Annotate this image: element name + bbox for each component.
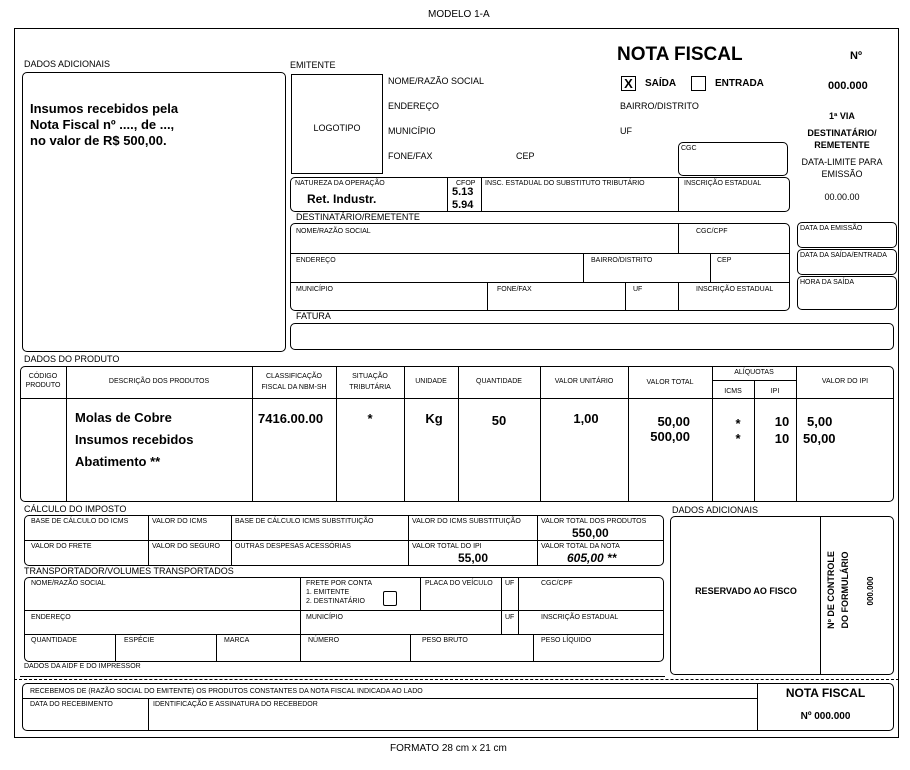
col-unidade: UNIDADE	[415, 378, 447, 385]
produto-valor-ipi-2: 50,00	[803, 431, 836, 446]
valor-total-nota-value: 605,00 **	[567, 551, 617, 565]
data-emissao-label: DATA DA EMISSÃO	[800, 225, 863, 232]
col-valor-unitario: VALOR UNITÁRIO	[554, 378, 614, 385]
produto-quantidade: 50	[491, 413, 507, 428]
emitente-fone-label: FONE/FAX	[388, 151, 433, 161]
transp-frete-op2: 2. DESTINATÁRIO	[306, 598, 365, 605]
dest-uf-label: UF	[633, 286, 643, 293]
col-situacao-2: TRIBUTÁRIA	[349, 384, 391, 391]
entrada-label: ENTRADA	[715, 78, 764, 89]
produto-icms-2: *	[735, 431, 741, 446]
saida-checkbox[interactable]: X	[621, 76, 636, 91]
dest-fone-label: FONE/FAX	[497, 286, 532, 293]
produto-valor-ipi-1: 5,00	[807, 414, 833, 429]
transp-frete-label: FRETE POR CONTA	[306, 580, 372, 587]
recebemos-label: RECEBEMOS DE (RAZÃO SOCIAL DO EMITENTE) OS PRODUTOS CONSTANTES DA NOTA FISCAL INDICADA AO LADO	[30, 688, 423, 695]
controle-formulario-value: 000.000	[866, 576, 875, 606]
destinatario-box	[290, 223, 790, 311]
via-destinatario-1: DESTINATÁRIO/	[807, 128, 877, 138]
transp-marca-label: MARCA	[224, 637, 250, 644]
fatura-label: FATURA	[296, 311, 331, 321]
identificacao-label[interactable]: IDENTIFICAÇÃO E ASSINATURA DO RECEBEDOR	[153, 701, 318, 708]
emitente-nome-label: NOME/RAZÃO SOCIAL	[388, 76, 485, 86]
data-limite-value: 00.00.00	[824, 192, 860, 202]
destinatario-section-label: DESTINATÁRIO/REMETENTE	[296, 212, 420, 222]
via-destinatario-2: REMETENTE	[814, 140, 870, 150]
emitente-cgc-label: CGC	[681, 145, 697, 152]
emitente-uf-label: UF	[620, 126, 632, 136]
transp-uf-label: UF	[505, 580, 515, 587]
col-classificacao-2: FISCAL DA NBM-SH	[261, 384, 327, 391]
valor-total-ipi-value: 55,00	[458, 551, 489, 565]
transp-numero-label: NÚMERO	[308, 637, 340, 644]
emitente-endereco-label: ENDEREÇO	[388, 101, 440, 111]
transp-insc-label: INSCRIÇÃO ESTADUAL	[541, 614, 619, 621]
natureza-label: NATUREZA DA OPERAÇÃO	[295, 180, 385, 187]
col-classificacao-1: CLASSIFICAÇÃO	[265, 373, 322, 380]
insc-subst-label: INSC. ESTADUAL DO SUBSTITUTO TRIBUTÁRIO	[485, 180, 645, 187]
produto-ipi-1: 10	[774, 414, 790, 429]
imposto-section-label: CÁLCULO DO IMPOSTO	[24, 504, 127, 514]
emitente-cep-label: CEP	[516, 151, 535, 161]
produto-icms-1: *	[735, 416, 741, 431]
valor-total-produtos-value: 550,00	[572, 526, 609, 540]
dest-endereco-label: ENDEREÇO	[296, 257, 336, 264]
valor-seguro-label: VALOR DO SEGURO	[152, 543, 220, 550]
valor-icms-label: VALOR DO ICMS	[152, 518, 208, 525]
frete-checkbox[interactable]	[383, 591, 397, 606]
produto-unidade: Kg	[425, 411, 443, 426]
transp-peso-liquido-label: PESO LÍQUIDO	[541, 637, 592, 644]
fatura-box[interactable]	[290, 323, 894, 350]
transp-peso-bruto-label: PESO BRUTO	[422, 637, 468, 644]
dest-bairro-label: BAIRRO/DISTRITO	[591, 257, 653, 264]
dest-cep-label: CEP	[717, 257, 732, 264]
col-codigo-2: PRODUTO	[25, 382, 61, 389]
entrada-checkbox[interactable]	[691, 76, 706, 91]
data-recebimento-label[interactable]: DATA DO RECEBIMENTO	[30, 701, 113, 708]
base-icms-subst-label: BASE DE CÁLCULO ICMS SUBSTITUIÇÃO	[235, 518, 374, 525]
produto-descricao-2: Insumos recebidos	[75, 432, 194, 447]
dados-adicionais-line-3: no valor de R$ 500,00.	[30, 133, 167, 148]
data-limite-label-2: EMISSÃO	[821, 169, 863, 179]
col-quantidade: QUANTIDADE	[476, 378, 522, 385]
cfop-value-1[interactable]: 5.13	[452, 186, 474, 198]
dest-insc-label: INSCRIÇÃO ESTADUAL	[696, 286, 774, 293]
col-aliquotas: ALÍQUOTAS	[734, 369, 774, 376]
transp-placa-label: PLACA DO VEÍCULO	[425, 580, 493, 587]
col-valor-total: VALOR TOTAL	[646, 379, 694, 386]
emitente-label: EMITENTE	[290, 60, 336, 70]
dest-nome-label: NOME/RAZÃO SOCIAL	[296, 228, 371, 235]
insc-estadual-label: INSCRIÇÃO ESTADUAL	[684, 180, 762, 187]
transp-nome-label: NOME/RAZÃO SOCIAL	[31, 580, 106, 587]
col-codigo-1: CÓDIGO	[28, 373, 58, 380]
nota-fiscal-title: NOTA FISCAL	[617, 44, 743, 65]
produto-valor-unitario: 1,00	[573, 411, 599, 426]
produto-situacao: *	[367, 411, 373, 426]
cfop-value-2[interactable]: 5.94	[452, 199, 474, 211]
dest-municipio-label: MUNICÍPIO	[296, 286, 333, 293]
base-icms-label: BASE DE CÁLCULO DO ICMS	[31, 518, 129, 525]
fisco-dados-label: DADOS ADICIONAIS	[672, 505, 759, 515]
col-icms: ICMS	[724, 388, 742, 395]
via-label: 1ª VIA	[829, 111, 855, 121]
produto-section-label: DADOS DO PRODUTO	[24, 354, 120, 364]
numero-label: Nº	[850, 50, 862, 62]
outras-despesas-label: OUTRAS DESPESAS ACESSÓRIAS	[235, 543, 351, 550]
data-limite-label-1: DATA-LIMITE PARA	[801, 157, 883, 167]
controle-formulario-1: Nº DE CONTROLE	[826, 551, 836, 629]
saida-label: SAÍDA	[645, 78, 677, 89]
col-situacao-1: SITUAÇÃO	[352, 373, 388, 380]
reservado-fisco-label: RESERVADO AO FISCO	[695, 586, 797, 596]
numero-value: 000.000	[828, 80, 868, 92]
transp-especie-label: ESPÉCIE	[124, 637, 155, 644]
transp-frete-op1: 1. EMITENTE	[306, 589, 350, 596]
valor-total-nota-label: VALOR TOTAL DA NOTA	[541, 543, 620, 550]
col-descricao: DESCRIÇÃO DOS PRODUTOS	[108, 378, 210, 385]
valor-total-ipi-label: VALOR TOTAL DO IPI	[412, 543, 482, 550]
transp-uf2-label: UF	[505, 614, 515, 621]
transp-quantidade-label: QUANTIDADE	[31, 637, 77, 644]
canhoto-nf-numero: Nº 000.000	[800, 711, 851, 722]
canhoto-nf-title: NOTA FISCAL	[785, 686, 866, 700]
logotipo-label: LOGOTIPO	[313, 123, 361, 133]
dados-adicionais-line-2: Nota Fiscal nº ...., de ...,	[30, 117, 175, 132]
transp-cgc-label: CGC/CPF	[541, 580, 573, 587]
hora-saida-label: HORA DA SAÍDA	[800, 279, 855, 286]
emitente-bairro-label: BAIRRO/DISTRITO	[620, 101, 699, 111]
dados-adicionais-label: DADOS ADICIONAIS	[24, 59, 111, 69]
col-ipi: IPI	[770, 388, 780, 395]
valor-icms-subst-label: VALOR DO ICMS SUBSTITUIÇÃO	[412, 518, 521, 525]
produto-classificacao: 7416.00.00	[258, 411, 324, 426]
col-valor-ipi: VALOR DO IPI	[821, 378, 869, 385]
produto-ipi-2: 10	[774, 431, 790, 446]
transportador-section-label: TRANSPORTADOR/VOLUMES TRANSPORTADOS	[24, 566, 234, 576]
emitente-municipio-label: MUNICÍPIO	[388, 126, 436, 136]
controle-formulario-2: DO FORMULÁRIO	[840, 551, 850, 629]
valor-total-produtos-label: VALOR TOTAL DOS PRODUTOS	[541, 518, 647, 525]
aidf-label: DADOS DA AIDF E DO IMPRESSOR	[24, 663, 141, 670]
cfop-label: CFOP	[456, 180, 476, 187]
dest-cgc-label: CGC/CPF	[696, 228, 728, 235]
produto-descricao-3: Abatimento **	[75, 454, 161, 469]
produto-descricao-1: Molas de Cobre	[75, 410, 172, 425]
format-label: FORMATO 28 cm x 21 cm	[390, 743, 507, 754]
transp-municipio-label: MUNICÍPIO	[306, 614, 343, 621]
valor-frete-label: VALOR DO FRETE	[31, 543, 92, 550]
dados-adicionais-line-1: Insumos recebidos pela	[30, 101, 179, 116]
natureza-value[interactable]: Ret. Industr.	[307, 192, 377, 206]
transp-endereco-label: ENDEREÇO	[31, 614, 71, 621]
data-saida-label: DATA DA SAÍDA/ENTRADA	[800, 252, 887, 259]
model-label: MODELO 1-A	[428, 9, 490, 20]
produto-valor-total-1: 50,00	[657, 414, 690, 429]
produto-valor-total-2: 500,00	[650, 429, 690, 444]
